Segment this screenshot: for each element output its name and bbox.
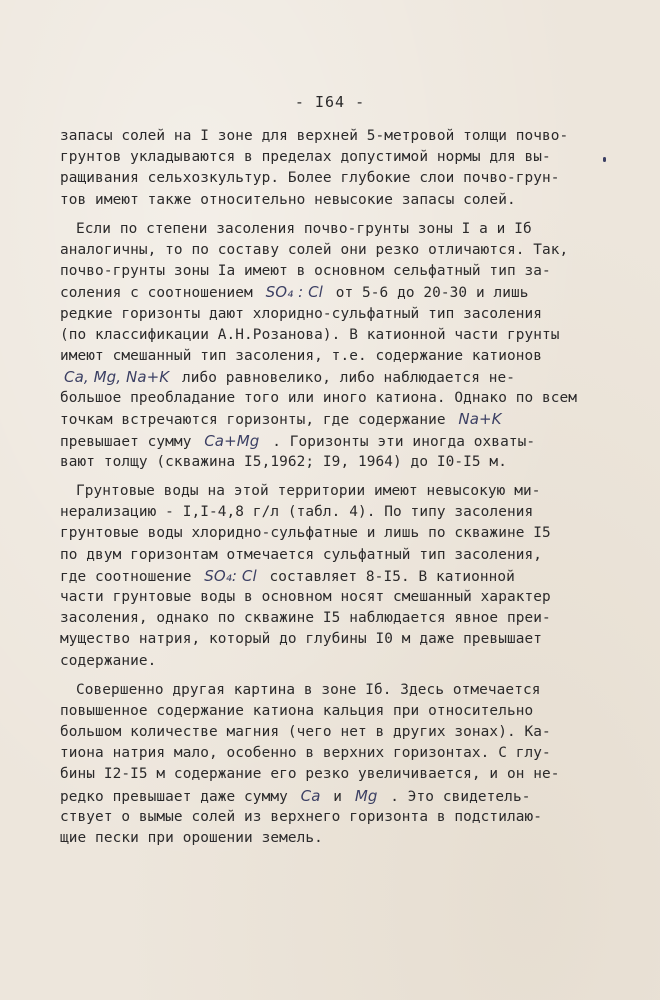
text-line: запасы солей на I зоне для верхней 5-метровой толщи почво- (60, 128, 569, 144)
text-line (60, 409, 580, 430)
text-line: почво-грунты зоны Iа имеют в основном сельфатный тип за- (60, 263, 551, 280)
text-line: вают толщу (скважина I5,1962; I9, 1964) до I0-I5 м. (60, 453, 507, 470)
text-line: засоления, однако по скважине I5 наблюдается явное преи- (60, 610, 551, 627)
text-line: содержание. (60, 652, 157, 669)
text-line: грунтовые воды хлоридно-сульфатные и лишь по скважине I5 (60, 525, 551, 542)
text-line: повышенное содержание катиона кальция при относительно (60, 702, 534, 719)
text-segment: превышает сумму (60, 433, 192, 450)
text-line: по двум горизонтам отмечается сульфатный тип засоления, (60, 546, 543, 563)
text-line: тов имеют также относительно невысокие запасы солей. (60, 191, 516, 208)
page-number: - I64 - (294, 93, 366, 111)
text-segment: . Это свидетель- (390, 788, 531, 805)
handwritten-formula: SO₄ : Cl (265, 283, 323, 302)
text-line (60, 282, 580, 303)
text-segment: и (333, 788, 343, 805)
text-line: редкие горизонты дают хлоридно-сульфатный тип засоления (60, 305, 543, 322)
text-line: нерализацию - I,I-4,8 г/л (табл. 4). По типу засоления (60, 504, 534, 521)
text-line: (по классификации А.Н.Розанова). В катионной части грунты (60, 326, 560, 343)
text-body (60, 126, 580, 849)
text-line: грунтов укладываются в пределах допустимой нормы для вы- (60, 149, 551, 166)
text-line (60, 367, 580, 388)
handwritten-formula: SO₄: Cl (204, 566, 257, 585)
text-line: большом количестве магния (чего нет в других зонах). Ка- (60, 724, 551, 741)
text-segment: от 5-6 до 20-30 и лишь (335, 285, 529, 302)
text-segment: точкам встречаются горизонты, где содержание (60, 412, 446, 429)
text-line: ствует о вымые солей из верхнего горизонта в подстилаю- (60, 808, 543, 825)
text-segment: . Горизонты эти иногда охваты- (272, 433, 536, 450)
text-segment: соления с соотношением (60, 285, 253, 302)
text-segment: редко превышает даже сумму (60, 788, 288, 805)
text-line: бины I2-I5 м содержание его резко увеличивается, и он не- (60, 766, 560, 783)
text-segment: где соотношение (60, 568, 192, 585)
text-line: тиона натрия мало, особенно в верхних горизонтах. С глу- (60, 745, 551, 762)
text-line (60, 566, 580, 587)
text-line: аналогичны, то по составу солей они резко отличаются. Так, (60, 241, 569, 258)
text-line: Грунтовые воды на этой территории имеют невысокую ми- (76, 483, 541, 499)
text-segment: либо равновелико, либо наблюдается не- (181, 370, 516, 387)
text-line: ращивания сельхозкультур. Более глубокие слои почво-грун- (60, 170, 560, 187)
handwritten-formula: Mg (354, 786, 378, 805)
text-line: имеют смешанный тип засоления, т.е. содержание катионов (60, 347, 543, 364)
text-line: большое преобладание того или иного катиона. Однако по всем (60, 390, 578, 407)
text-line (60, 786, 580, 807)
text-segment: составляет 8-I5. В катионной (269, 568, 515, 585)
handwritten-formula: Ca+Mg (204, 431, 260, 450)
handwritten-formula: Ca, Mg, Na+K (64, 368, 170, 387)
text-line: Если по степени засоления почво-грунты зоны I а и Iб (76, 220, 532, 237)
text-line: щие пески при орошении земель. (60, 830, 323, 846)
text-line: мущество натрия, который до глубины I0 м даже превышает (60, 631, 543, 648)
handwritten-formula: Na+K (458, 410, 502, 429)
text-line: части грунтовые воды в основном носят смешанный характер (60, 588, 551, 605)
ink-mark (603, 157, 606, 162)
text-line (60, 431, 580, 452)
text-line: Совершенно другая картина в зоне Iб. Здесь отмечается (76, 681, 541, 698)
handwritten-formula: Ca (300, 786, 321, 805)
